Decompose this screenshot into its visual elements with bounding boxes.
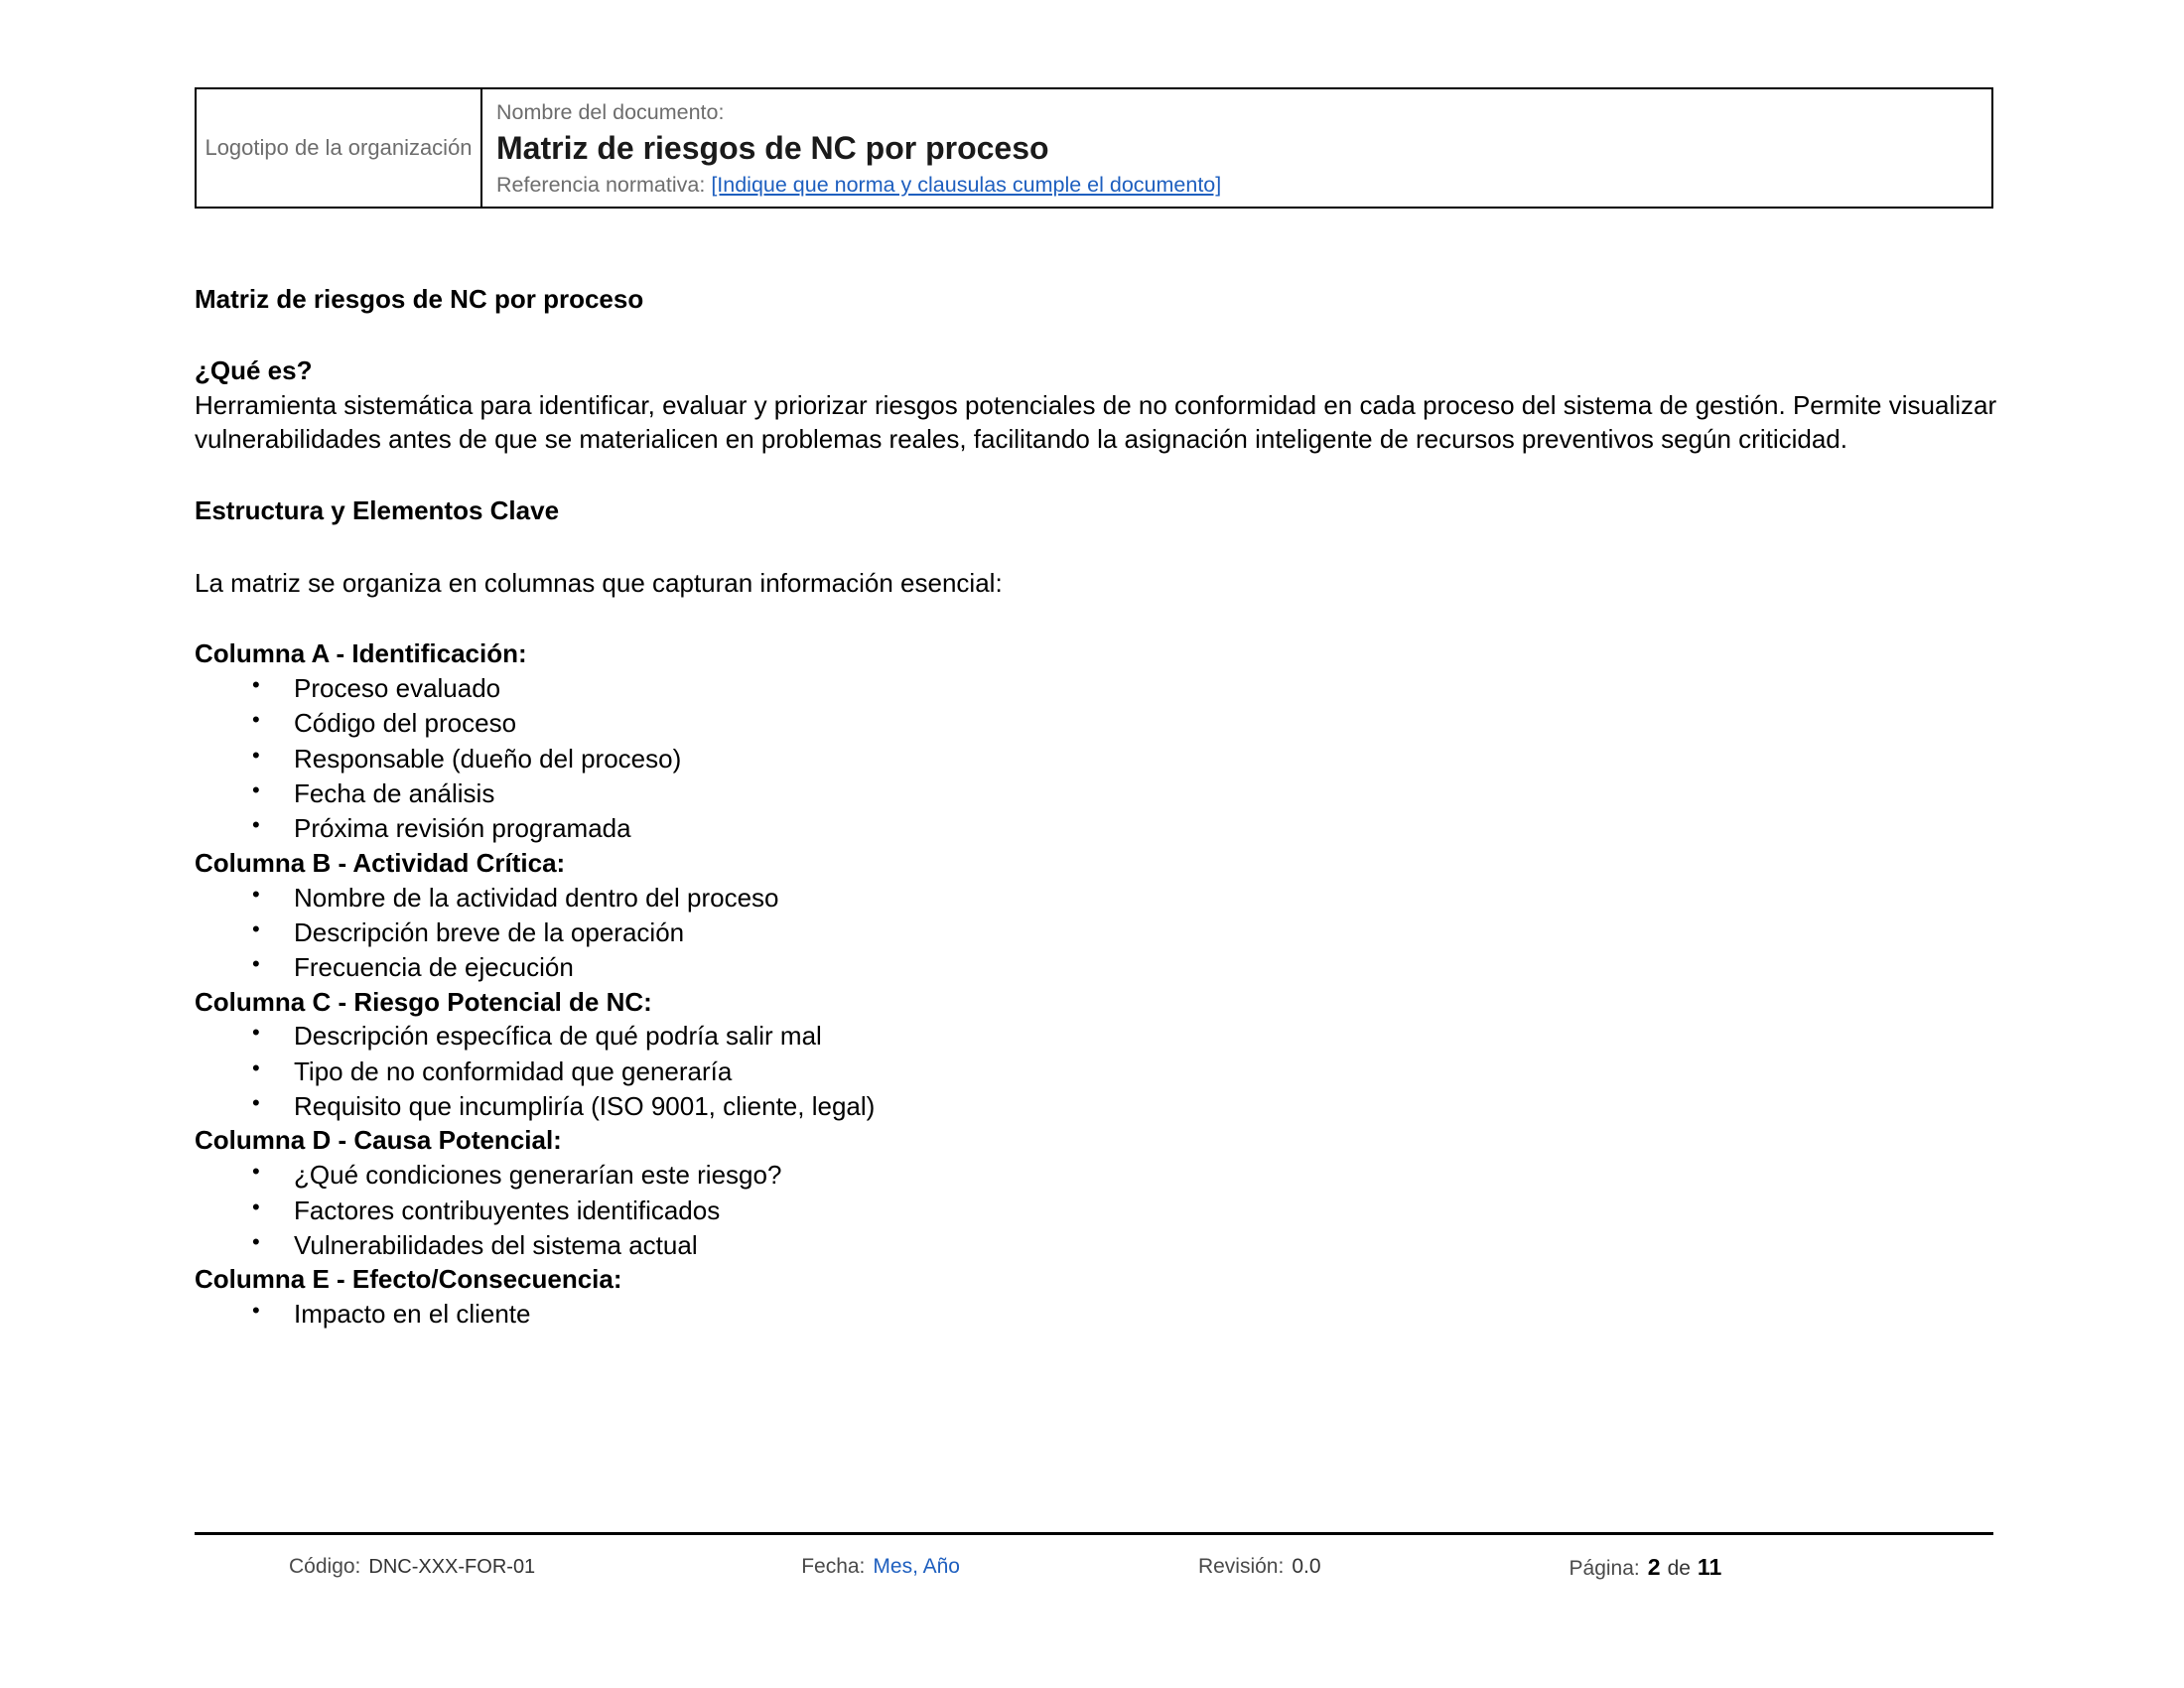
footer-fecha-label: Fecha:	[801, 1555, 866, 1578]
column-b-heading: Columna B - Actividad Crítica:	[195, 847, 566, 878]
logo-placeholder-cell	[197, 89, 482, 207]
footer-pagina-total: 11	[1697, 1553, 1722, 1580]
column-a-heading: Columna A - Identificación:	[195, 638, 527, 669]
column-a-list	[195, 671, 2011, 847]
column-c-heading: Columna C - Riesgo Potencial de NC:	[195, 986, 652, 1017]
list-item: • Descripción específica de qué podría salir mal	[195, 1019, 2011, 1054]
footer-revision-label: Revisión:	[1197, 1555, 1285, 1578]
list-item: • Responsable (dueño del proceso)	[195, 742, 2011, 776]
column-e-list	[195, 1297, 2011, 1332]
list-item: • Vulnerabilidades del sistema actual	[195, 1228, 2011, 1263]
list-item: • Tipo de no conformidad que generaría	[195, 1055, 2011, 1089]
document-name-label: Nombre del documento:	[496, 100, 725, 124]
footer-codigo-label: Código:	[289, 1555, 361, 1578]
footer-codigo	[289, 1555, 535, 1579]
list-item: • Requisito que incumpliría (ISO 9001, cliente, legal)	[195, 1089, 2011, 1124]
list-item: • Impacto en el cliente	[195, 1297, 2011, 1332]
list-item: • Proceso evaluado	[195, 671, 2011, 706]
footer-fecha-value[interactable]: Mes, Año	[873, 1555, 960, 1578]
header-info-cell	[482, 89, 1991, 207]
what-is-paragraph: Herramienta sistemática para identificar, evaluar y priorizar riesgos potenciales de no conformidad en cada proceso del sistema de gestión. Permite visualizar vulnerabilidades antes de que se materialicen en problemas reales, facilitando la asignación inteligente de recursos preventivos según criticidad.	[195, 389, 1997, 455]
what-is-heading: ¿Qué es?	[195, 354, 313, 385]
normative-reference-row	[496, 172, 1978, 199]
logo-placeholder-text: Logotipo de la organización	[205, 135, 473, 161]
structure-heading: Estructura y Elementos Clave	[195, 494, 560, 525]
list-item: • Código del proceso	[195, 706, 2011, 741]
column-d-heading: Columna D - Causa Potencial:	[195, 1125, 562, 1156]
list-item: • Descripción breve de la operación	[195, 915, 2011, 950]
footer-pagina	[1570, 1554, 1722, 1581]
list-item: • Fecha de análisis	[195, 776, 2011, 811]
footer-revision	[1198, 1555, 1321, 1579]
document-title: Matriz de riesgos de NC por proceso	[496, 129, 1049, 166]
footer-pagina-label: Página:	[1569, 1556, 1640, 1580]
column-b-list	[195, 881, 2011, 986]
page-title: Matriz de riesgos de NC por proceso	[195, 284, 644, 314]
column-e-heading: Columna E - Efecto/Consecuencia:	[195, 1264, 622, 1295]
list-item: • Frecuencia de ejecución	[195, 950, 2011, 985]
document-footer	[195, 1542, 1993, 1592]
normative-reference-label: Referencia normativa:	[496, 172, 706, 197]
footer-fecha	[801, 1555, 960, 1579]
footer-pagina-actual: 2	[1647, 1553, 1661, 1580]
footer-revision-value: 0.0	[1292, 1555, 1321, 1578]
list-item: • Nombre de la actividad dentro del proceso	[195, 881, 2011, 915]
footer-pagina-de: de	[1667, 1556, 1691, 1580]
normative-reference-value[interactable]: [Indique que norma y clausulas cumple el documento]	[711, 172, 1222, 197]
column-d-list	[195, 1158, 2011, 1263]
structure-intro: La matriz se organiza en columnas que capturan información esencial:	[195, 567, 1003, 598]
footer-divider	[195, 1532, 1993, 1535]
column-c-list	[195, 1019, 2011, 1124]
list-item: • Factores contribuyentes identificados	[195, 1194, 2011, 1228]
list-item: • Próxima revisión programada	[195, 811, 2011, 846]
footer-codigo-value: DNC-XXX-FOR-01	[368, 1556, 536, 1578]
list-item: • ¿Qué condiciones generarían este riesgo?	[195, 1158, 2011, 1193]
document-header	[195, 87, 1993, 209]
document-body	[195, 283, 2011, 1333]
